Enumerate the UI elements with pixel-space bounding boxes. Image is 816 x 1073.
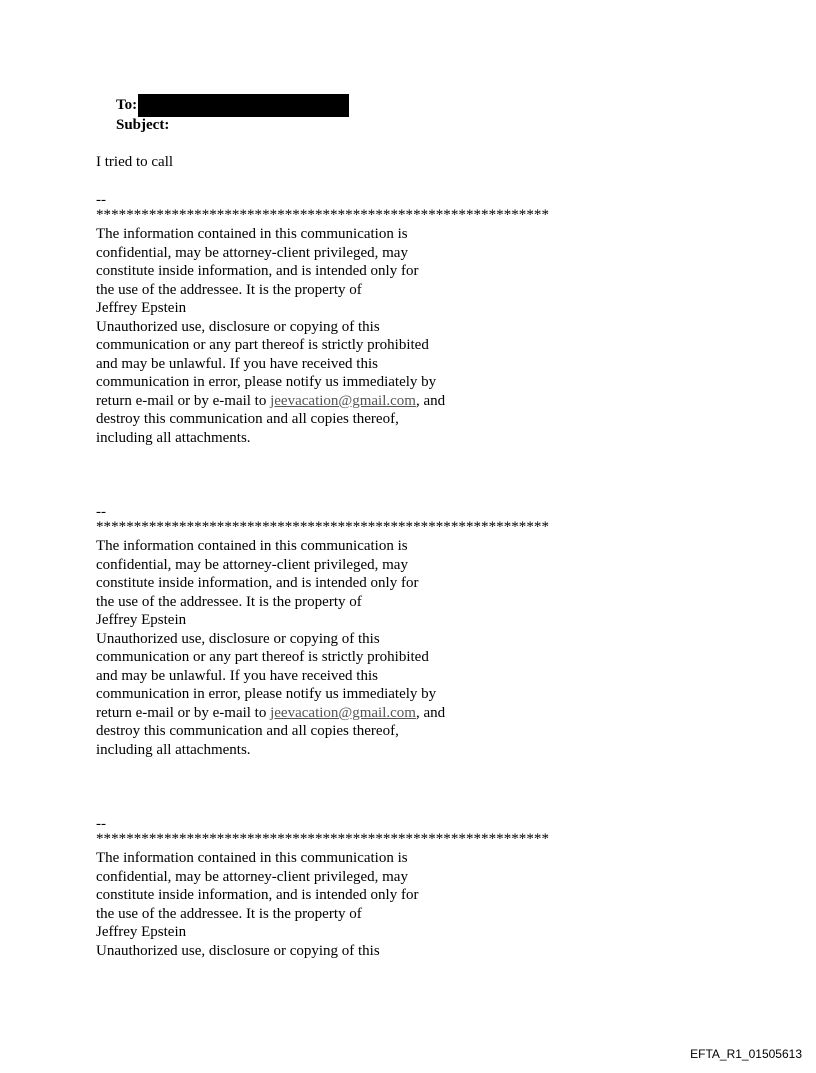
- disclaimer-line: Jeffrey Epstein: [96, 300, 187, 316]
- disclaimer-line: and may be unlawful. If you have received this: [96, 667, 378, 684]
- disclaimer-line: Unauthorized use, disclosure or copying of this: [96, 942, 380, 959]
- email-link[interactable]: jeevacation@gmail.com: [270, 392, 416, 409]
- star-separator: ************************************************************: [96, 207, 549, 223]
- disclaimer-line: confidential, may be attorney-client privileged, may: [96, 868, 408, 885]
- disclaimer-line: the use of the addressee. It is the property of: [96, 281, 362, 298]
- disclaimer-line: constitute inside information, and is intended only for: [96, 887, 419, 903]
- email-prefix: return e-mail or by e-mail to: [96, 704, 271, 721]
- disclaimer-line: Unauthorized use, disclosure or copying of this: [96, 318, 380, 335]
- document-id: EFTA_R1_01505613: [690, 1047, 802, 1061]
- disclaimer-line: and may be unlawful. If you have received this: [96, 355, 378, 372]
- disclaimer-line: destroy this communication and all copies thereof,: [96, 723, 399, 739]
- disclaimer-line: destroy this communication and all copies thereof,: [96, 411, 399, 427]
- disclaimer-line: Unauthorized use, disclosure or copying of this: [96, 630, 380, 647]
- star-separator: ************************************************************: [96, 519, 549, 535]
- disclaimer-line: confidential, may be attorney-client privileged, may: [96, 556, 408, 573]
- star-separator: ************************************************************: [96, 831, 549, 847]
- email-link[interactable]: jeevacation@gmail.com: [270, 704, 416, 721]
- disclaimer-email-line: [96, 392, 445, 411]
- disclaimer-block: [96, 849, 418, 960]
- email-suffix: , and: [415, 392, 446, 409]
- disclaimer-line: the use of the addressee. It is the property of: [96, 905, 362, 922]
- disclaimer-line: constitute inside information, and is intended only for: [96, 263, 419, 279]
- disclaimer-block: [96, 537, 445, 759]
- disclaimer-line: confidential, may be attorney-client privileged, may: [96, 244, 408, 261]
- to-label: To:: [116, 97, 138, 113]
- disclaimer-line: The information contained in this communication is: [96, 226, 408, 242]
- disclaimer-email-line: [96, 704, 445, 723]
- disclaimer-line: constitute inside information, and is intended only for: [96, 575, 419, 591]
- disclaimer-line: The information contained in this communication is: [96, 538, 408, 554]
- subject-label: Subject:: [116, 117, 170, 133]
- disclaimer-line: The information contained in this communication is: [96, 850, 408, 866]
- disclaimer-line: communication or any part thereof is strictly prohibited: [96, 337, 429, 353]
- disclaimer-line: Jeffrey Epstein: [96, 924, 187, 940]
- email-suffix: , and: [415, 704, 446, 721]
- disclaimer-block: [96, 225, 445, 447]
- disclaimer-line: Jeffrey Epstein: [96, 612, 187, 628]
- separator: --: [96, 192, 106, 208]
- disclaimer-line: the use of the addressee. It is the property of: [96, 593, 362, 610]
- disclaimer-line: communication in error, please notify us immediately by: [96, 686, 437, 702]
- email-prefix: return e-mail or by e-mail to: [96, 392, 271, 409]
- separator: --: [96, 504, 106, 520]
- message-body: I tried to call: [96, 154, 174, 170]
- separator: --: [96, 816, 106, 832]
- disclaimer-line: communication in error, please notify us immediately by: [96, 374, 437, 390]
- redaction-box: [138, 94, 349, 117]
- disclaimer-line: including all attachments.: [96, 741, 251, 758]
- disclaimer-line: including all attachments.: [96, 429, 251, 446]
- disclaimer-line: communication or any part thereof is strictly prohibited: [96, 649, 429, 665]
